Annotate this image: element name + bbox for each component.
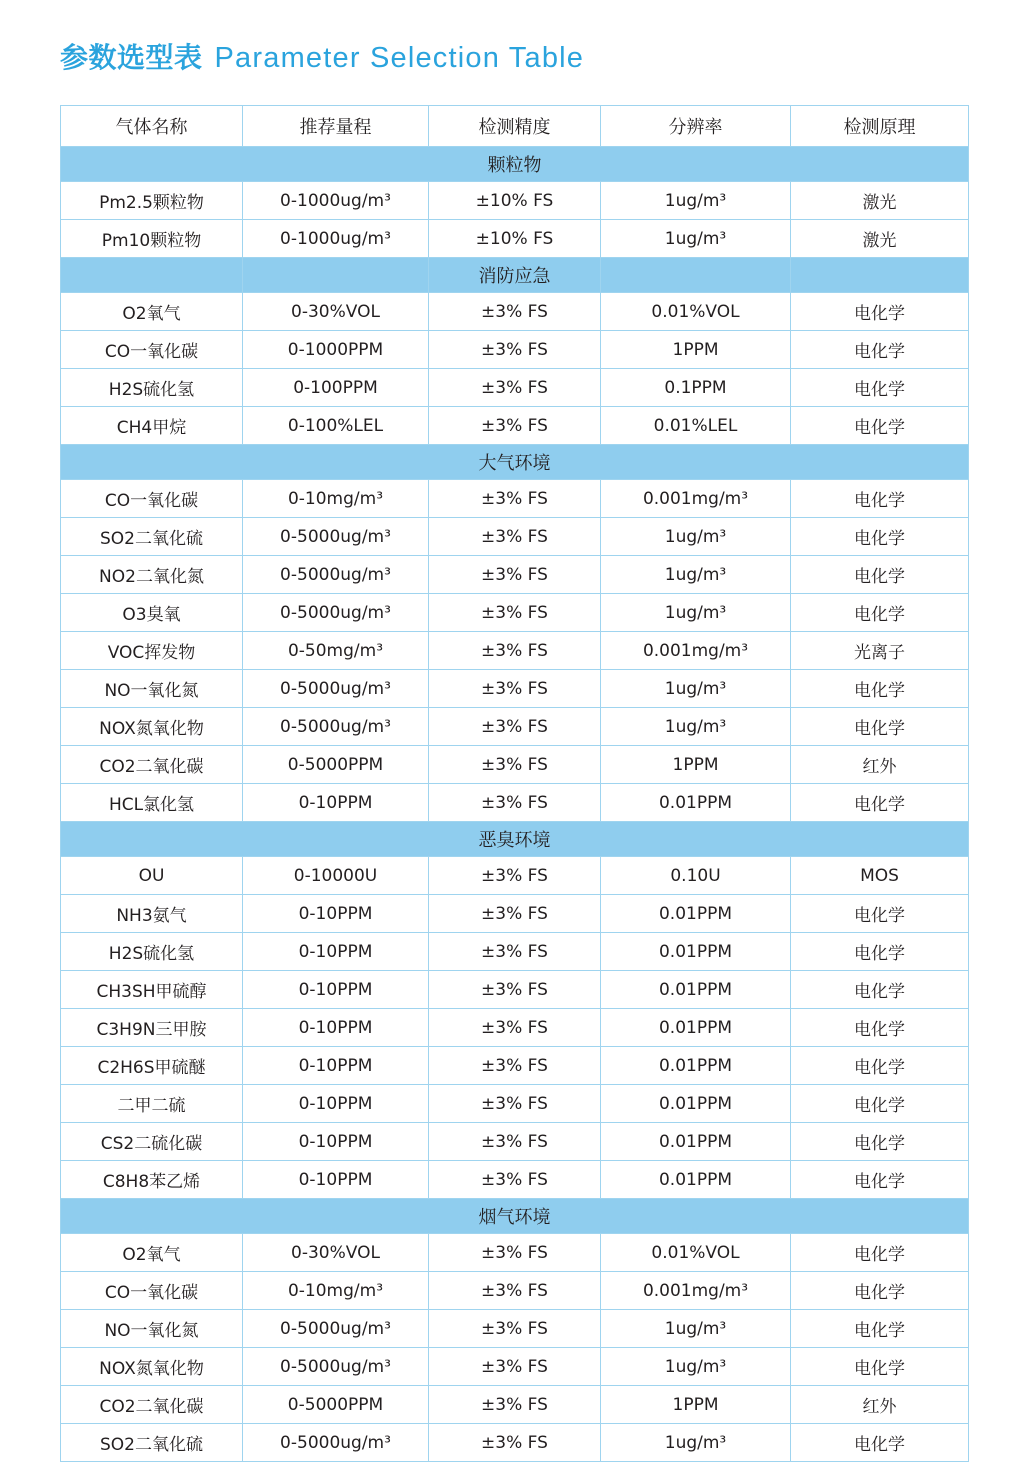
cell-resolution: 0.001mg/m³ — [601, 480, 791, 518]
cell-range: 0-10PPM — [243, 971, 429, 1009]
table-row — [61, 1424, 969, 1462]
cell-accuracy: ±3% FS — [429, 1047, 601, 1085]
cell-resolution: 0.01PPM — [601, 1085, 791, 1123]
cell-accuracy: ±3% FS — [429, 1161, 601, 1199]
table-group-row — [61, 1199, 969, 1234]
cell-gas-name: Pm2.5颗粒物 — [61, 182, 243, 220]
cell-principle: 电化学 — [791, 407, 969, 445]
cell-range: 0-10mg/m³ — [243, 480, 429, 518]
table-group-row — [61, 822, 969, 857]
table-row — [61, 1234, 969, 1272]
cell-accuracy: ±3% FS — [429, 594, 601, 632]
group-row-spacer — [243, 258, 429, 293]
cell-range: 0-5000ug/m³ — [243, 1424, 429, 1462]
cell-principle: 电化学 — [791, 708, 969, 746]
cell-principle: 电化学 — [791, 369, 969, 407]
cell-accuracy: ±3% FS — [429, 331, 601, 369]
cell-range: 0-100%LEL — [243, 407, 429, 445]
table-row — [61, 182, 969, 220]
cell-gas-name: NO一氧化氮 — [61, 1310, 243, 1348]
cell-resolution: 0.01PPM — [601, 1009, 791, 1047]
page-title — [60, 36, 584, 76]
table-header — [61, 106, 969, 147]
cell-resolution: 0.01PPM — [601, 1161, 791, 1199]
cell-resolution: 0.01%VOL — [601, 1234, 791, 1272]
cell-accuracy: ±3% FS — [429, 971, 601, 1009]
cell-accuracy: ±3% FS — [429, 407, 601, 445]
cell-principle: 电化学 — [791, 1161, 969, 1199]
cell-range: 0-10PPM — [243, 1123, 429, 1161]
cell-principle: 电化学 — [791, 670, 969, 708]
cell-resolution: 1PPM — [601, 1386, 791, 1424]
cell-accuracy: ±10% FS — [429, 182, 601, 220]
cell-resolution: 0.001mg/m³ — [601, 1272, 791, 1310]
cell-principle: 电化学 — [791, 1424, 969, 1462]
table-row — [61, 632, 969, 670]
cell-principle: 电化学 — [791, 518, 969, 556]
table-row — [61, 407, 969, 445]
cell-principle: 电化学 — [791, 480, 969, 518]
table-row — [61, 1310, 969, 1348]
cell-resolution: 0.01%LEL — [601, 407, 791, 445]
cell-gas-name: OU — [61, 857, 243, 895]
cell-resolution: 1ug/m³ — [601, 1424, 791, 1462]
table-row — [61, 594, 969, 632]
table-body — [61, 147, 969, 1462]
table-row — [61, 369, 969, 407]
table-row — [61, 895, 969, 933]
cell-principle: 红外 — [791, 1386, 969, 1424]
table-group-row — [61, 147, 969, 182]
table-row — [61, 480, 969, 518]
cell-accuracy: ±3% FS — [429, 1272, 601, 1310]
cell-gas-name: CS2二硫化碳 — [61, 1123, 243, 1161]
cell-range: 0-10PPM — [243, 1047, 429, 1085]
cell-range: 0-10000U — [243, 857, 429, 895]
cell-principle: 电化学 — [791, 1234, 969, 1272]
cell-resolution: 1PPM — [601, 746, 791, 784]
table-row — [61, 1161, 969, 1199]
cell-principle: 红外 — [791, 746, 969, 784]
cell-principle: 电化学 — [791, 1272, 969, 1310]
cell-range: 0-1000ug/m³ — [243, 182, 429, 220]
cell-accuracy: ±3% FS — [429, 708, 601, 746]
cell-range: 0-5000ug/m³ — [243, 518, 429, 556]
cell-accuracy: ±3% FS — [429, 480, 601, 518]
cell-range: 0-100PPM — [243, 369, 429, 407]
cell-range: 0-10PPM — [243, 933, 429, 971]
cell-resolution: 0.01PPM — [601, 1123, 791, 1161]
group-row-label: 恶臭环境 — [61, 822, 969, 857]
cell-range: 0-5000ug/m³ — [243, 1348, 429, 1386]
page-title-cn: 参数选型表 — [60, 41, 203, 74]
cell-principle: 电化学 — [791, 293, 969, 331]
cell-principle: 电化学 — [791, 971, 969, 1009]
cell-principle: 电化学 — [791, 1009, 969, 1047]
cell-gas-name: NO一氧化氮 — [61, 670, 243, 708]
cell-gas-name: O2氧气 — [61, 293, 243, 331]
cell-range: 0-50mg/m³ — [243, 632, 429, 670]
cell-resolution: 1ug/m³ — [601, 220, 791, 258]
cell-principle: 光离子 — [791, 632, 969, 670]
cell-principle: 电化学 — [791, 594, 969, 632]
cell-range: 0-5000ug/m³ — [243, 556, 429, 594]
cell-principle: 激光 — [791, 220, 969, 258]
table-row — [61, 1047, 969, 1085]
cell-accuracy: ±3% FS — [429, 293, 601, 331]
cell-resolution: 0.1PPM — [601, 369, 791, 407]
table-row — [61, 746, 969, 784]
cell-principle: 电化学 — [791, 331, 969, 369]
cell-resolution: 0.01PPM — [601, 971, 791, 1009]
table-row — [61, 220, 969, 258]
table-row — [61, 1348, 969, 1386]
cell-accuracy: ±3% FS — [429, 1123, 601, 1161]
cell-range: 0-5000ug/m³ — [243, 708, 429, 746]
cell-accuracy: ±3% FS — [429, 746, 601, 784]
cell-range: 0-30%VOL — [243, 293, 429, 331]
table-row — [61, 331, 969, 369]
cell-principle: 电化学 — [791, 1310, 969, 1348]
cell-gas-name: SO2二氧化硫 — [61, 518, 243, 556]
cell-gas-name: NOX氮氧化物 — [61, 708, 243, 746]
column-header-range: 推荐量程 — [243, 106, 429, 147]
cell-resolution: 1ug/m³ — [601, 518, 791, 556]
cell-accuracy: ±10% FS — [429, 220, 601, 258]
cell-accuracy: ±3% FS — [429, 784, 601, 822]
cell-gas-name: H2S硫化氢 — [61, 369, 243, 407]
cell-range: 0-5000PPM — [243, 746, 429, 784]
cell-principle: 激光 — [791, 182, 969, 220]
cell-accuracy: ±3% FS — [429, 369, 601, 407]
cell-range: 0-10PPM — [243, 1009, 429, 1047]
cell-principle: 电化学 — [791, 784, 969, 822]
cell-resolution: 0.01PPM — [601, 895, 791, 933]
table-row — [61, 857, 969, 895]
table-row — [61, 293, 969, 331]
cell-gas-name: C8H8苯乙烯 — [61, 1161, 243, 1199]
group-row-spacer — [601, 258, 791, 293]
cell-resolution: 1ug/m³ — [601, 708, 791, 746]
cell-gas-name: O3臭氧 — [61, 594, 243, 632]
cell-principle: 电化学 — [791, 895, 969, 933]
cell-resolution: 1ug/m³ — [601, 556, 791, 594]
cell-accuracy: ±3% FS — [429, 632, 601, 670]
cell-resolution: 1ug/m³ — [601, 182, 791, 220]
cell-resolution: 1ug/m³ — [601, 1348, 791, 1386]
table-row — [61, 1386, 969, 1424]
group-row-label: 消防应急 — [429, 258, 601, 293]
cell-gas-name: CH3SH甲硫醇 — [61, 971, 243, 1009]
cell-gas-name: C2H6S甲硫醚 — [61, 1047, 243, 1085]
cell-accuracy: ±3% FS — [429, 518, 601, 556]
cell-gas-name: CO2二氧化碳 — [61, 1386, 243, 1424]
cell-gas-name: CO一氧化碳 — [61, 480, 243, 518]
group-row-label: 颗粒物 — [61, 147, 969, 182]
cell-principle: 电化学 — [791, 1123, 969, 1161]
cell-accuracy: ±3% FS — [429, 1310, 601, 1348]
cell-range: 0-10PPM — [243, 1085, 429, 1123]
cell-gas-name: C3H9N三甲胺 — [61, 1009, 243, 1047]
table-row — [61, 670, 969, 708]
table-row — [61, 1272, 969, 1310]
cell-resolution: 0.01PPM — [601, 784, 791, 822]
cell-range: 0-5000ug/m³ — [243, 1310, 429, 1348]
cell-accuracy: ±3% FS — [429, 670, 601, 708]
cell-resolution: 0.001mg/m³ — [601, 632, 791, 670]
cell-resolution: 1ug/m³ — [601, 670, 791, 708]
cell-accuracy: ±3% FS — [429, 933, 601, 971]
cell-gas-name: VOC挥发物 — [61, 632, 243, 670]
cell-range: 0-10PPM — [243, 895, 429, 933]
group-row-spacer — [61, 258, 243, 293]
cell-range: 0-10PPM — [243, 784, 429, 822]
table-group-row — [61, 445, 969, 480]
cell-resolution: 1ug/m³ — [601, 1310, 791, 1348]
cell-gas-name: 二甲二硫 — [61, 1085, 243, 1123]
cell-range: 0-30%VOL — [243, 1234, 429, 1272]
table-row — [61, 518, 969, 556]
cell-range: 0-10PPM — [243, 1161, 429, 1199]
group-row-label: 大气环境 — [61, 445, 969, 480]
cell-principle: 电化学 — [791, 1348, 969, 1386]
table-row — [61, 784, 969, 822]
table-row — [61, 708, 969, 746]
table-header-row — [61, 106, 969, 147]
column-header-accuracy: 检测精度 — [429, 106, 601, 147]
cell-gas-name: CO一氧化碳 — [61, 331, 243, 369]
cell-gas-name: O2氧气 — [61, 1234, 243, 1272]
table-row — [61, 1123, 969, 1161]
table-row — [61, 1009, 969, 1047]
cell-range: 0-5000ug/m³ — [243, 594, 429, 632]
cell-gas-name: NH3氨气 — [61, 895, 243, 933]
cell-principle: 电化学 — [791, 556, 969, 594]
cell-gas-name: CH4甲烷 — [61, 407, 243, 445]
cell-accuracy: ±3% FS — [429, 1424, 601, 1462]
cell-principle: MOS — [791, 857, 969, 895]
cell-range: 0-10mg/m³ — [243, 1272, 429, 1310]
cell-gas-name: Pm10颗粒物 — [61, 220, 243, 258]
cell-principle: 电化学 — [791, 933, 969, 971]
cell-accuracy: ±3% FS — [429, 1009, 601, 1047]
cell-resolution: 0.01%VOL — [601, 293, 791, 331]
cell-resolution: 0.01PPM — [601, 933, 791, 971]
column-header-gas-name: 气体名称 — [61, 106, 243, 147]
cell-accuracy: ±3% FS — [429, 895, 601, 933]
cell-gas-name: NOX氮氧化物 — [61, 1348, 243, 1386]
cell-gas-name: SO2二氧化硫 — [61, 1424, 243, 1462]
group-row-spacer — [791, 258, 969, 293]
cell-accuracy: ±3% FS — [429, 1234, 601, 1272]
cell-resolution: 1PPM — [601, 331, 791, 369]
column-header-resolution: 分辨率 — [601, 106, 791, 147]
cell-gas-name: H2S硫化氢 — [61, 933, 243, 971]
cell-principle: 电化学 — [791, 1047, 969, 1085]
cell-accuracy: ±3% FS — [429, 1085, 601, 1123]
cell-range: 0-5000ug/m³ — [243, 670, 429, 708]
table-row — [61, 556, 969, 594]
cell-accuracy: ±3% FS — [429, 857, 601, 895]
cell-principle: 电化学 — [791, 1085, 969, 1123]
table-row — [61, 971, 969, 1009]
cell-resolution: 1ug/m³ — [601, 594, 791, 632]
cell-range: 0-1000PPM — [243, 331, 429, 369]
table-group-row — [61, 258, 969, 293]
column-header-principle: 检测原理 — [791, 106, 969, 147]
cell-accuracy: ±3% FS — [429, 556, 601, 594]
cell-range: 0-1000ug/m³ — [243, 220, 429, 258]
cell-resolution: 0.01PPM — [601, 1047, 791, 1085]
cell-resolution: 0.10U — [601, 857, 791, 895]
group-row-label: 烟气环境 — [61, 1199, 969, 1234]
parameter-selection-table — [60, 105, 969, 1462]
table-row — [61, 1085, 969, 1123]
cell-gas-name: CO2二氧化碳 — [61, 746, 243, 784]
cell-range: 0-5000PPM — [243, 1386, 429, 1424]
cell-gas-name: CO一氧化碳 — [61, 1272, 243, 1310]
table-row — [61, 933, 969, 971]
cell-accuracy: ±3% FS — [429, 1348, 601, 1386]
cell-gas-name: HCL氯化氢 — [61, 784, 243, 822]
cell-gas-name: NO2二氧化氮 — [61, 556, 243, 594]
cell-accuracy: ±3% FS — [429, 1386, 601, 1424]
page-title-en: Parameter Selection Table — [214, 42, 585, 74]
